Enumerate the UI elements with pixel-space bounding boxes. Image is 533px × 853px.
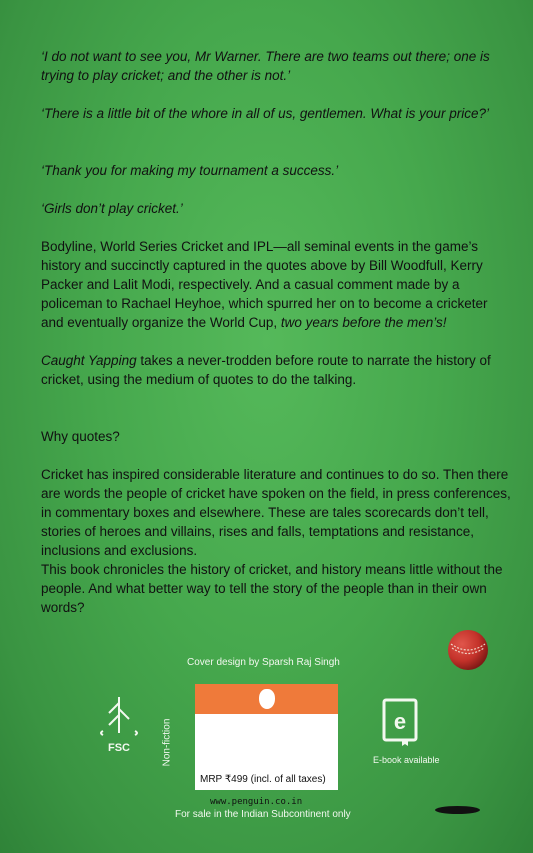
book-title: Caught Yapping [41,353,137,368]
quote-packer: ‘There is a little bit of the whore in all of us, gentlemen. What is your price?’ [41,106,489,121]
fsc-logo-icon [97,693,141,757]
paragraph-book-intro [41,351,511,389]
paragraph-why-quotes: Why quotes? [41,429,120,444]
paragraph-seminal-events-text: Bodyline, World Series Cricket and IPL—all seminal events in the game’s history and succinctly captured in the quotes above by Bill Woodfull, Kerry Packer and Lalit Modi, respectively. And a casual comment made by a policeman to Rachael Heyhoe, which spurred her on to become a cricketer and eventually organize the World Cup, [41,239,488,330]
paragraph-chronicles: This book chronicles the history of cricket, and history means little without the people. And what better way to tell the story of the people than in their own words? [41,562,503,615]
paragraph-literature: Cricket has inspired considerable literature and continues to do so. Then there are words the people of cricket have spoken on the field, in press conferences, in commentary boxes and elsewhere. These are tales scorecards don’t tell, stories of heroes and villains, rises and falls, temptations and resistance, inclusions and exclusions. [41,467,511,558]
paragraph-seminal-events-emphasis: two years before the men’s! [280,315,447,330]
quote-warner: ‘I do not want to see you, Mr Warner. There are two teams out there; one is trying to play cricket; and the other is not.’ [41,49,490,83]
paragraph-book-intro-text: takes a never-trodden before route to narrate the history of cricket, using the medium of quotes to do the talking. [41,353,491,387]
ebook-letter: e [393,709,407,734]
sale-territory-label: For sale in the Indian Subcontinent only [175,809,351,820]
price-label: MRP ₹499 (incl. of all taxes) [200,774,326,785]
quote-policeman: ‘Girls don’t play cricket.’ [41,201,183,216]
publisher-url: www.penguin.co.in [210,797,303,807]
fsc-label: FSC [108,742,130,754]
quote-modi: ‘Thank you for making my tournament a success.’ [41,163,339,178]
ebook-icon [378,698,422,748]
cricket-ball-icon [446,628,490,672]
paragraph-seminal-events [41,237,511,332]
penguin-logo-icon [259,689,275,709]
ebook-label: E-book available [373,755,440,765]
genre-label: Non-fiction [161,718,173,767]
cover-design-credit: Cover design by Sparsh Raj Singh [187,657,340,668]
ball-shadow [435,806,480,814]
